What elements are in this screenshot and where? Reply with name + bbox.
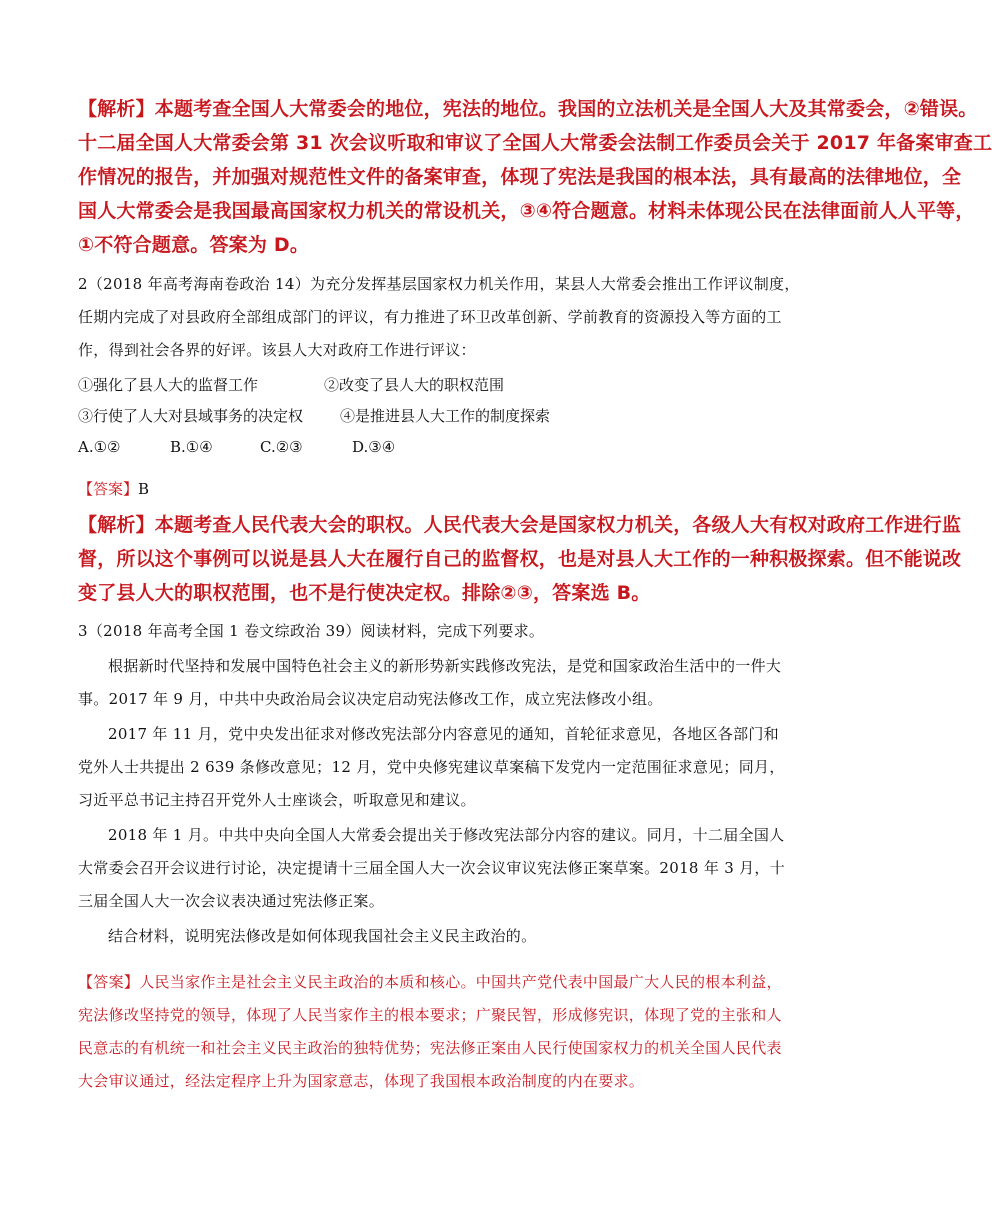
question-2 (78, 268, 800, 367)
question-3-prompt: 结合材料，说明宪法修改是如何体现我国社会主义民主政治的。 (108, 927, 537, 945)
statement-item: ④是推进县人大工作的制度探索 (340, 407, 551, 425)
statement-item: ③行使了人大对县域事务的决定权 (78, 407, 304, 425)
choice-row (78, 432, 790, 463)
question-2-options (78, 370, 790, 463)
analysis-2-line: 督，所以这个事例可以说是县人大在履行自己的监督权，也是对县人大工作的一种积极探索。但不能说改 (78, 548, 962, 570)
analysis-1-line: 十二届全国人大常委会第 31 次会议听取和审议了全国人大常委会法制工作委员会关于 2017 年备案审查工 (78, 132, 992, 154)
answer-tag: 【答案】 (78, 973, 140, 991)
answer-tag: 【答案】 (78, 480, 139, 498)
question-2-line: 任期内完成了对县政府全部组成部门的评议，有力推进了环卫改革创新、学前教育的资源投入等方面的工 (78, 308, 782, 326)
statement-item: ①强化了县人大的监督工作 (78, 376, 259, 394)
answer-3-text: 人民当家作主是社会主义民主政治的本质和核心。中国共产党代表中国最广大人民的根本利益，宪法修改坚持党的领导，体现了人民当家作主的根本要求；广聚民智，形成修宪识，体现了党的主张和人民意志的有机统一和社会主义民主政治的独特优势；宪法修正案由人民行使国家权力的机关全国人民代表大会审议通过，经法定程序上升为国家意志，体现了我国根本政治制度的内在要求。 (78, 973, 782, 1090)
analysis-1-line: ①不符合题意。答案为 D。 (78, 234, 310, 256)
question-2-line: 作，得到社会各界的好评。该县人大对政府工作进行评议： (78, 341, 476, 359)
material-paragraph: 2018 年 1 月。中共中央向全国人大常委会提出关于修改宪法部分内容的建议。同月，十二届全国人大常委会召开会议进行讨论，决定提请十三届全国人大一次会议审议宪法修正案草案。2018 年 3 月，十三届全国人大一次会议表决通过宪法修正案。 (78, 826, 786, 910)
question-3 (78, 615, 790, 953)
choice-item: D.③④ (352, 438, 396, 456)
statement-row (78, 370, 790, 401)
material-paragraph: 根据新时代坚持和发展中国特色社会主义的新形势新实践修改宪法，是党和国家政治生活中的一件大事。2017 年 9 月，中共中央政治局会议决定启动宪法修改工作，成立宪法修改小组。 (78, 657, 782, 708)
analysis-1-line: 作情况的报告，并加强对规范性文件的备案审查，体现了宪法是我国的根本法，具有最高的法律地位，全 (78, 166, 962, 188)
analysis-1-line: 【解析】本题考查全国人大常委会的地位，宪法的地位。我国的立法机关是全国人大及其常委会，②错误。 (78, 98, 978, 120)
question-2-line: 2（2018 年高考海南卷政治 14）为充分发挥基层国家权力机关作用，某县人大常委会推出工作评议制度， (78, 275, 800, 293)
answer-3 (78, 966, 792, 1098)
analysis-2-line: 【解析】本题考查人民代表大会的职权。人民代表大会是国家权力机关，各级人大有权对政府工作进行监 (78, 514, 962, 536)
analysis-2 (78, 508, 962, 610)
choice-item: C.②③ (260, 438, 303, 456)
material-paragraph: 2017 年 11 月，党中央发出征求对修改宪法部分内容意见的通知，首轮征求意见，各地区各部门和党外人士共提出 2 639 条修改意见；12 月，党中央修宪建议草案稿下发党内一定范围征求意见；同月，习近平总书记主持召开党外人士座谈会，听取意见和建议。 (78, 725, 785, 809)
analysis-1-line: 国人大常委会是我国最高国家权力机关的常设机关，③④符合题意。材料未体现公民在法律面前人人平等， (78, 200, 975, 222)
answer-value: B (138, 480, 150, 498)
analysis-1 (78, 92, 992, 262)
statement-item: ②改变了县人大的职权范围 (324, 376, 505, 394)
analysis-2-line: 变了县人大的职权范围，也不是行使决定权。排除②③，答案选 B。 (78, 582, 651, 604)
question-2-answer (78, 474, 149, 504)
choice-item: B.①④ (170, 438, 213, 456)
choice-item: A.①② (78, 438, 121, 456)
statement-row (78, 401, 790, 432)
question-3-head: 3（2018 年高考全国 1 卷文综政治 39）阅读材料，完成下列要求。 (78, 622, 545, 640)
